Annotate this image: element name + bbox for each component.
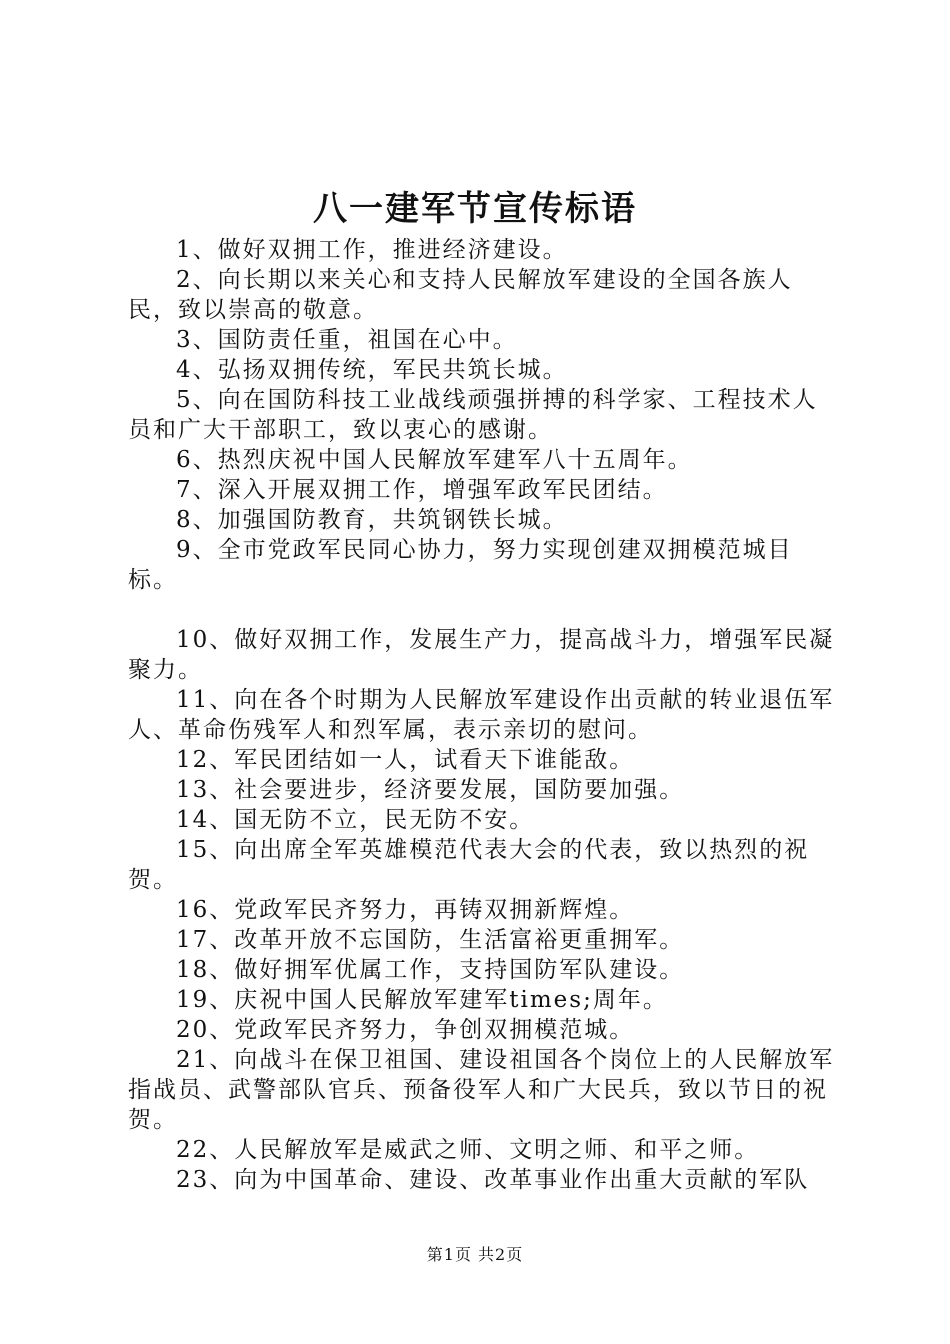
- list-item: 2、向长期以来关心和支持人民解放军建设的全国各族人民，致以崇高的敬意。: [128, 267, 793, 323]
- paragraph-gap: [128, 595, 844, 625]
- list-item: 13、社会要进步，经济要发展，国防要加强。: [176, 777, 685, 803]
- list-item: 5、向在国防科技工业战线顽强拼搏的科学家、工程技术人员和广大干部职工，致以衷心的感谢。: [128, 387, 818, 443]
- list-item: 4、弘扬双拥传统，军民共筑长城。: [176, 357, 568, 383]
- list-item: 9、全市党政军民同心协力，努力实现创建双拥模范城目标。: [128, 537, 793, 593]
- list-item: 22、人民解放军是威武之师、文明之师、和平之师。: [176, 1137, 760, 1163]
- page-footer: 第1页 共2页: [426, 1245, 524, 1264]
- document-title: 八一建军节宣传标语: [313, 189, 637, 229]
- document-body: [128, 235, 844, 1195]
- list-item: 1、做好双拥工作，推进经济建设。: [176, 237, 568, 263]
- list-item: 18、做好拥军优属工作，支持国防军队建设。: [176, 957, 685, 983]
- list-item: 21、向战斗在保卫祖国、建设祖国各个岗位上的人民解放军指战员、武警部队官兵、预备役军人和广大民兵，致以节日的祝贺。: [128, 1047, 835, 1133]
- list-item: 11、向在各个时期为人民解放军建设作出贡献的转业退伍军人、革命伤残军人和烈军属，表示亲切的慰问。: [128, 687, 835, 743]
- list-item: 20、党政军民齐努力，争创双拥模范城。: [176, 1017, 635, 1043]
- list-item: 3、国防责任重，祖国在心中。: [176, 327, 518, 353]
- list-item: 19、庆祝中国人民解放军建军times;周年。: [176, 987, 668, 1013]
- list-item: 15、向出席全军英雄模范代表大会的代表，致以热烈的祝贺。: [128, 837, 810, 893]
- list-item: 23、向为中国革命、建设、改革事业作出重大贡献的军队: [176, 1167, 810, 1193]
- list-item: 10、做好双拥工作，发展生产力，提高战斗力，增强军民凝聚力。: [128, 627, 835, 683]
- list-item: 16、党政军民齐努力，再铸双拥新辉煌。: [176, 897, 635, 923]
- list-item: 6、热烈庆祝中国人民解放军建军八十五周年。: [176, 447, 693, 473]
- list-item: 8、加强国防教育，共筑钢铁长城。: [176, 507, 568, 533]
- list-item: 14、国无防不立，民无防不安。: [176, 807, 535, 833]
- list-item: 7、深入开展双拥工作，增强军政军民团结。: [176, 477, 668, 503]
- list-item: 12、军民团结如一人，试看天下谁能敌。: [176, 747, 635, 773]
- list-item: 17、改革开放不忘国防，生活富裕更重拥军。: [176, 927, 685, 953]
